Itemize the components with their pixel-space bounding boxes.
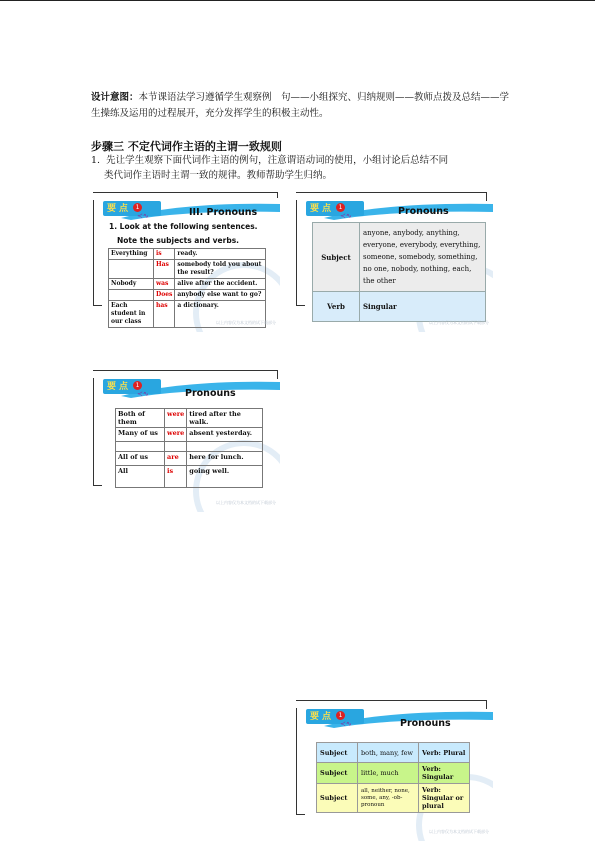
slide-title: Pronouns [398, 206, 449, 217]
subject-pronoun-list: anyone, anybody, anything, everyone, everybody, everything, someone, somebody, something, no one, nobody, nothing, each, the other [360, 223, 486, 292]
decor-swirl-icon: ≺∿ [137, 390, 149, 398]
table-cell-rest: a dictionary. [175, 301, 266, 328]
table-cell-rest: tired after the walk. [187, 409, 263, 428]
slide-instruction-2: Note the subjects and verbs. [117, 236, 240, 245]
table-cell-subject: All of us [116, 452, 165, 466]
table-row [109, 260, 266, 279]
table-cell-rest [187, 442, 263, 452]
slide-3 [93, 370, 280, 512]
table-row [116, 409, 263, 428]
slide-title: Pronouns [185, 388, 236, 399]
table-row [109, 279, 266, 290]
decor-swirl-icon: ≺∿ [137, 212, 149, 220]
table-row [313, 223, 486, 292]
table-cell-rest: absent yesterday. [187, 428, 263, 442]
table-cell-verb: Has [154, 260, 175, 279]
design-intent-label: 设计意图： [91, 92, 139, 103]
slide-watermark: 以上内容仅为本文档的试下载部分 [216, 500, 276, 505]
table-row [317, 784, 470, 813]
slide-watermark: 以上内容仅为本文档的试下载部分 [216, 320, 276, 325]
slide-ribbon-text: 要点 [107, 382, 132, 392]
table-row [116, 466, 263, 488]
slide-4 [296, 700, 493, 841]
table-row [313, 292, 486, 322]
step-three-list [91, 153, 511, 183]
table-cell-subject: Everything [109, 249, 154, 260]
slide-watermark: 以上内容仅为本文档的试下载部分 [429, 829, 489, 834]
table-cell-verb: has [154, 301, 175, 328]
slide1-table [108, 248, 266, 328]
table-cell-subject [109, 260, 154, 279]
slide-ribbon-text: 要点 [310, 712, 335, 722]
table-cell-rest: alive after the accident. [175, 279, 266, 290]
table-cell-verb [165, 442, 187, 452]
table-cell-verb: Does [154, 290, 175, 301]
table-cell-verb: were [165, 409, 187, 428]
slide-instruction-1: 1. Look at the following sentences. [109, 222, 258, 231]
slide-badge: 1 [336, 203, 345, 212]
table-cell-subject [116, 442, 165, 452]
slide-ribbon-text: 要点 [310, 204, 335, 214]
table-cell-verb: Verb: Singular [419, 763, 470, 784]
verb-value: Singular [360, 292, 486, 322]
table-cell-rest: somebody told you about the result? [175, 260, 266, 279]
table-cell-subject: Subject [317, 784, 358, 813]
list-item-number: 1. [91, 155, 101, 166]
table-cell-subject: Many of us [116, 428, 165, 442]
table-cell-verb: are [165, 452, 187, 466]
slide4-table [316, 742, 470, 813]
slide-badge: 1 [133, 381, 142, 390]
table-cell-verb: were [165, 428, 187, 442]
design-intent-paragraph [91, 90, 511, 122]
table-row [116, 452, 263, 466]
table-cell-subject: Both of them [116, 409, 165, 428]
design-intent-text: 本节课语法学习遵循学生观察例 句——小组探究、归纳规则——教师点拨及总结——学生操练及运用的过程展开，充分发挥学生的积极主动性。 [91, 92, 510, 119]
table-cell-subject: Each student in our class [109, 301, 154, 328]
table-cell-verb: was [154, 279, 175, 290]
slide-badge: 1 [336, 711, 345, 720]
table-cell-subject: Nobody [109, 279, 154, 290]
list-item-line1: 先让学生观察下面代词作主语的例句，注意谓语动词的使用，小组讨论后总结不同 [106, 155, 449, 166]
table-cell-rest: here for lunch. [187, 452, 263, 466]
slide-1 [93, 192, 280, 332]
table-cell-subject: Subject [317, 763, 358, 784]
table-row [116, 428, 263, 442]
page-top-rule [0, 0, 595, 1]
table-cell-words: all, neither, none, some, any, -ob-pronoun [358, 784, 419, 813]
table-cell-verb: Verb: Plural [419, 743, 470, 763]
table-row [109, 290, 266, 301]
table-cell-subject [109, 290, 154, 301]
table-cell-verb: is [165, 466, 187, 488]
slide-title: III. Pronouns [189, 207, 258, 218]
table-row [317, 743, 470, 763]
slide-2 [296, 192, 493, 332]
slide-title: Pronouns [400, 718, 451, 729]
decor-swirl-icon: ≺∿ [340, 212, 352, 220]
slide-watermark: 以上内容仅为本文档的试下载部分 [429, 320, 489, 325]
table-cell-words: both, many, few [358, 743, 419, 763]
table-cell-words: little, much [358, 763, 419, 784]
table-cell-verb: is [154, 249, 175, 260]
table-cell-rest: going well. [187, 466, 263, 488]
table-cell-subject: Subject [317, 743, 358, 763]
slide3-table [115, 408, 263, 488]
slide-badge: 1 [133, 203, 142, 212]
table-row [109, 249, 266, 260]
step-three-heading: 步骤三 不定代词作主语的主谓一致规则 [91, 140, 282, 153]
table-row [317, 763, 470, 784]
table-cell-rest: ready. [175, 249, 266, 260]
decor-swirl-icon: ≺∿ [340, 720, 352, 728]
slide-ribbon-text: 要点 [107, 204, 132, 214]
table-cell-subject: All [116, 466, 165, 488]
table-row [116, 442, 263, 452]
table-cell-verb: Verb: Singular or plural [419, 784, 470, 813]
subject-label: Subject [313, 223, 360, 292]
slide2-table [312, 222, 486, 322]
list-item-line2: 类代词作主语时主谓一致的规律。教师帮助学生归纳。 [104, 170, 333, 181]
table-cell-rest: anybody else want to go? [175, 290, 266, 301]
verb-label: Verb [313, 292, 360, 322]
